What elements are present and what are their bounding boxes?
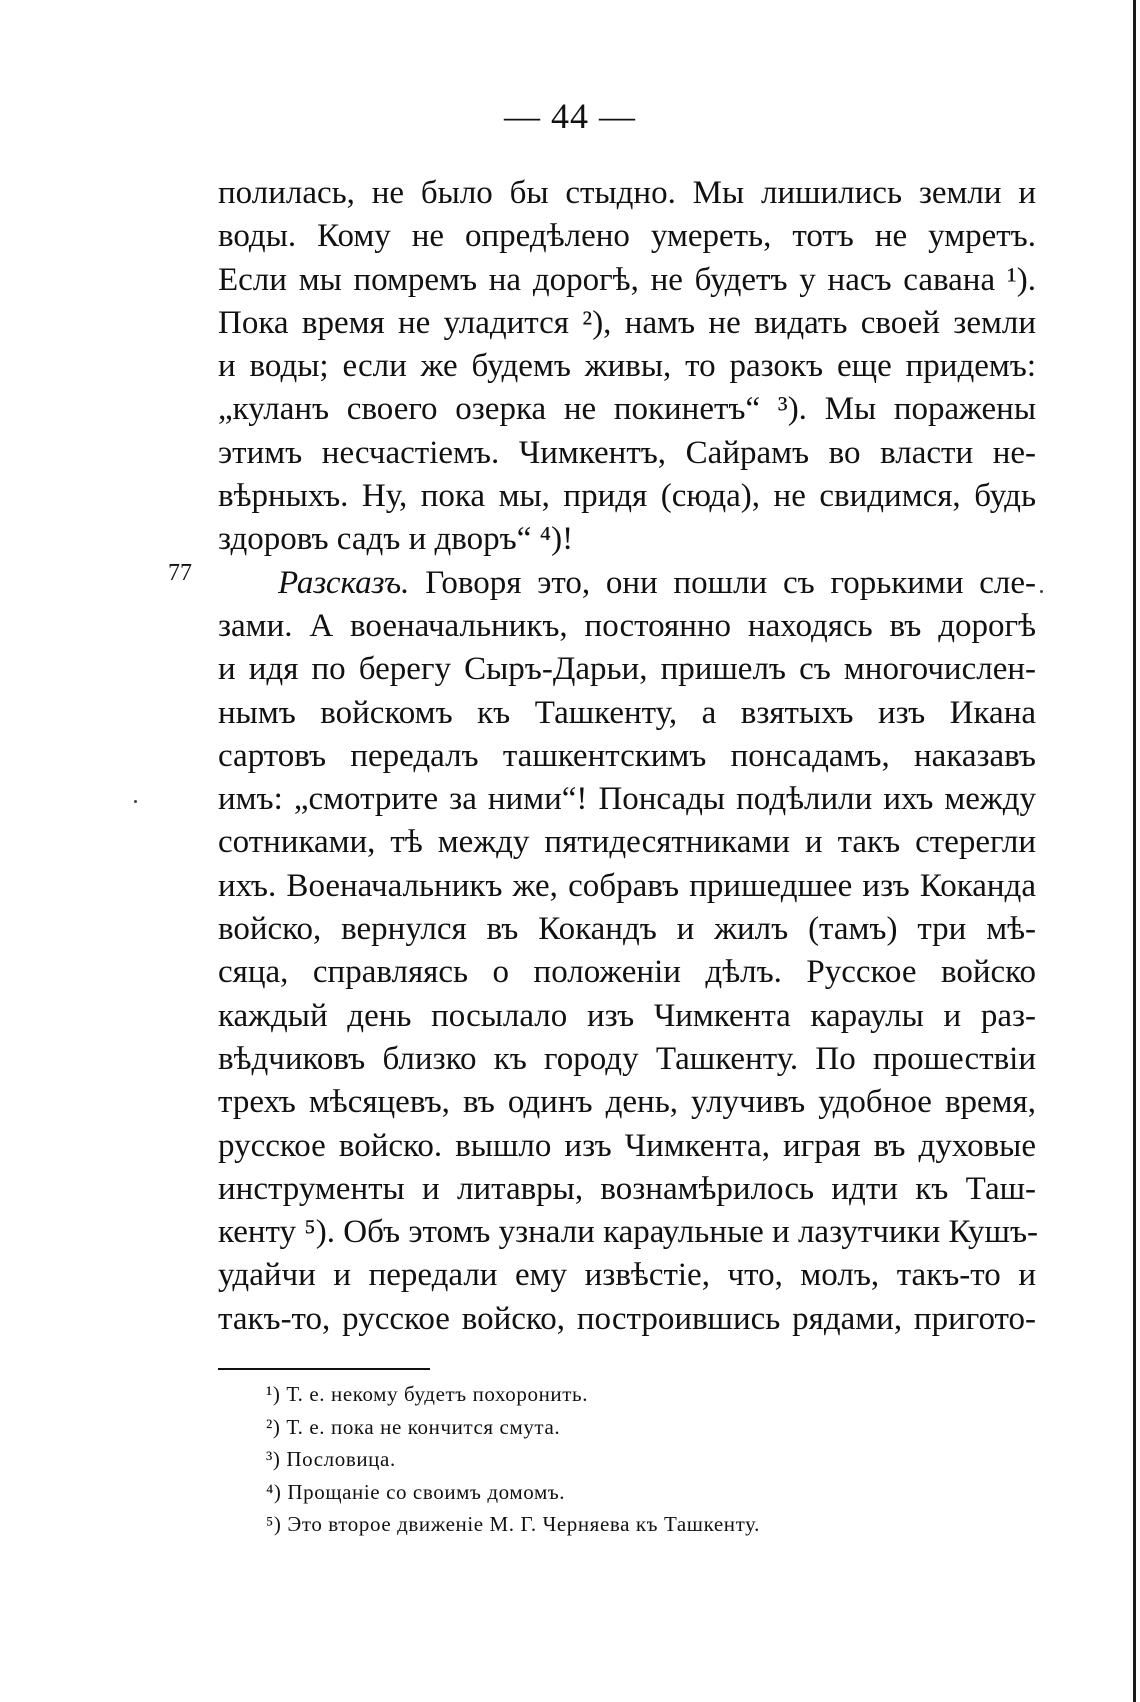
- text-line: имъ: „смотрите за ними“! Понсады подѣлили ихъ между: [218, 781, 1036, 818]
- text-line: ихъ. Военачальникъ же, собравъ пришедшее изъ Коканда: [218, 867, 1036, 904]
- footnote: ⁴) Прощаніе со своимъ домомъ.: [266, 1479, 566, 1504]
- section-line-text: Говоря это, они пошли съ горькими сле-: [425, 564, 1037, 601]
- text-line: сяца, справляясь о положеніи дѣлъ. Русское войско: [218, 954, 1036, 991]
- stray-mark: [1040, 590, 1043, 593]
- text-line: нымъ войскомъ къ Ташкенту, а взятыхъ изъ Икана: [218, 694, 1036, 731]
- text-line: инструменты и литавры, вознамѣрилось идти къ Таш-: [218, 1170, 1036, 1207]
- margin-paragraph-number: 77: [168, 560, 192, 586]
- text-line: кенту ⁵). Объ этомъ узнали караульные и лазутчики Кушъ-: [218, 1214, 1039, 1251]
- footnote-separator: [218, 1368, 430, 1370]
- text-line: зами. А военачальникъ, постоянно находясь въ дорогѣ: [218, 607, 1036, 644]
- text-line: Если мы помремъ на дорогѣ, не будетъ у насъ савана ¹).: [218, 261, 1036, 298]
- text-line: и идя по берегу Сыръ-Дарьи, пришелъ съ многочислен-: [218, 651, 1036, 688]
- footnote: ³) Пословица.: [266, 1447, 396, 1471]
- text-line: каждый день посылало изъ Чимкента караулы и раз-: [218, 997, 1036, 1034]
- footnote: ²) Т. е. пока не кончится смута.: [266, 1414, 561, 1439]
- page-edge-line: [1133, 0, 1136, 1702]
- footnote: ¹) Т. е. некому будетъ похоронить.: [266, 1382, 589, 1406]
- text-line: вѣдчиковъ близко къ городу Ташкенту. По прошествіи: [218, 1040, 1036, 1077]
- text-line: русское войско. вышло изъ Чимкента, играя въ духовые: [218, 1127, 1036, 1164]
- text-line-section-start: [218, 562, 1036, 605]
- text-line: сартовъ передалъ ташкентскимъ понсадамъ, наказавъ: [218, 737, 1036, 774]
- text-line: здоровъ садъ и дворъ“ ⁴)!: [218, 521, 574, 558]
- section-label: Разсказъ.: [278, 564, 410, 601]
- text-line: и воды; если же будемъ живы, то разокъ еще придемъ:: [218, 348, 1036, 385]
- text-line: этимъ несчастіемъ. Чимкентъ, Сайрамъ во власти не-: [218, 434, 1036, 471]
- text-line: „куланъ своего озерка не покинетъ“ ³). Мы поражены: [218, 391, 1036, 428]
- text-line: трехъ мѣсяцевъ, въ одинъ день, улучивъ удобное время,: [218, 1084, 1036, 1121]
- text-line: удайчи и передали ему извѣстіе, что, молъ, такъ-то и: [218, 1257, 1036, 1294]
- footnotes: [266, 1378, 966, 1541]
- text-line: Пока время не уладится ²), намъ не видать своей земли: [218, 304, 1036, 341]
- stray-mark: [134, 800, 137, 803]
- footnote: ⁵) Это второе движеніе М. Г. Черняева къ Ташкенту.: [266, 1512, 760, 1536]
- text-line: войско, вернулся въ Кокандъ и жилъ (тамъ) три мѣ-: [218, 911, 1036, 948]
- text-line: такъ-то, русское войско, построившись рядами, пригото-: [218, 1300, 1036, 1337]
- page-number: — 44 —: [504, 96, 636, 136]
- text-line: воды. Кому не опредѣлено умереть, тотъ не умретъ.: [218, 218, 1036, 255]
- body-text: [218, 172, 1039, 1341]
- text-line: полилась, не было бы стыдно. Мы лишились земли и: [218, 175, 1036, 211]
- text-line: сотниками, тѣ между пятидесятниками и такъ стерегли: [218, 824, 1036, 861]
- text-line: вѣрныхъ. Ну, пока мы, придя (сюда), не свидимся, будь: [218, 478, 1036, 515]
